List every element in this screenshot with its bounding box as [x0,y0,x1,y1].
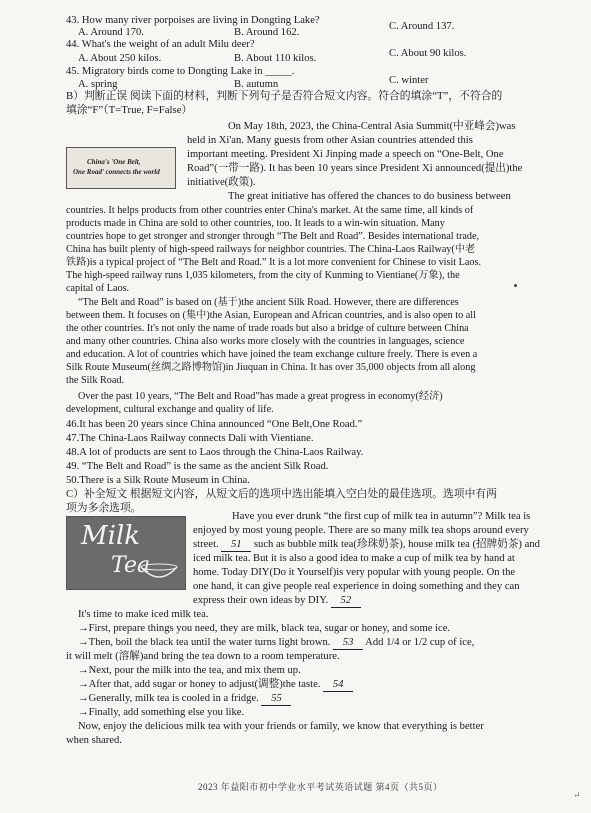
q45-option-b: B. autumn [234,79,279,90]
p1-line-4: Road”(一带一路). It has been 10 years since President Xi announced(提出)the [187,163,523,174]
milk-tea-image-text-tea: Tea [111,553,151,578]
closing-line-1: Now, enjoy the delicious milk tea with your friends or family, we know that everything is better [78,721,484,732]
blank-52: 52 [331,594,361,608]
p2-line-3: products made in China are sold to other countries, too. It leads to a win-win situation. Many [66,218,445,229]
step-finally: →Finally, add something else you like. [78,707,245,718]
p3-line-2: between them. It focuses on (集中)the Asian, European and African countries, and is also open to all [66,310,476,321]
q45-end: . [291,66,295,77]
q45-question: 45. Migratory birds come to Dongting Lake in [66,66,263,77]
c-intro-line-6: one hand, it can give people real experience in doing something and they can [193,581,520,592]
blank-53: 53 [333,636,363,650]
step-after-that [78,678,353,692]
blank-55: 55 [261,692,291,706]
section-c-heading-2: 项为多余选项。 [66,502,142,514]
image-caption-line-2: One Road' connects the world [73,168,160,176]
p4-line-2: development, cultural exchange and quality of life. [66,404,274,415]
c-intro-line-7 [193,594,361,608]
step-generally-text: →Generally, milk tea is cooled in a fridge. [78,693,259,704]
section-c-heading-1: C）补全短文 根据短文内容，从短文后的选项中选出能填入空白处的最佳选项。选项中有两 [66,488,497,500]
milk-tea-image [66,516,186,590]
section-b-heading-1: B）判断正误 阅读下面的材料，判断下列句子是否符合短文内容。符合的填涂“T”，不符合的 [66,90,503,102]
c-intro-line-3 [193,538,540,552]
c-intro-line-3-text: such as bubble milk tea(珍珠奶茶), house milk tea (招牌奶茶) and [253,539,540,550]
p1-line-5: initiative(政策). [187,177,256,188]
closing-line-2: when shared. [66,735,122,746]
statement-50: 50.There is a Silk Route Museum in China. [66,475,250,486]
blank-54: 54 [323,678,353,692]
p2-line-5: China has built plenty of high-speed railways for neighbor countries. The China-Laos Railway(中老 [66,244,476,255]
statement-47: 47.The China-Laos Railway connects Dali with Vientiane. [66,433,314,444]
step-after-that-text: →After that, add sugar or honey to adjust(调整)the taste. [78,679,321,690]
step-then-text: →Then, boil the black tea until the water turns light brown. [78,637,331,648]
c-intro-line-7-text: express their own ideas by DIY. [193,595,329,606]
street-word: street. [193,539,219,550]
paragraph-end-mark: ↵ [573,790,581,800]
q45-blank: _____ [265,66,292,77]
p2-line-4: countries hope to get stronger and stronger through “The Belt and Road”. Besides international trade, [66,231,480,242]
milk-tea-image-text-milk: Milk [81,521,141,551]
p2-line-6: 铁路)is a typical project of “The Belt and Road.” It is a lot more convenient for Chinese to visit Laos. [66,257,482,268]
step-next: →Next, pour the milk into the tea, and mix them up. [78,665,301,676]
p4-line-1: Over the past 10 years, “The Belt and Road”has made a great progress in economy(经济) [78,391,443,402]
p1-line-1: On May 18th, 2023, the China-Central Asia Summit(中亚峰会)was [228,121,516,132]
step-first: →First, prepare things you need, they are milk, black tea, sugar or honey, and some ice. [78,623,451,634]
c-intro-line-4: iced milk tea. But it is also a good idea to make a cup of milk tea by hand at [193,553,515,564]
page-footer: 2023 年益阳市初中学业水平考试英语试题 第4页（共5页） [198,782,443,792]
p2-line-1: The great initiative has offered the chances to do business between [228,191,511,202]
p3-line-1: “The Belt and Road” is based on (基于)the ancient Silk Road. However, there are differences [78,297,459,308]
blank-51: 51 [221,538,251,552]
p3-line-4: and many other countries. China also works more closely with the countries in languages, science [66,336,465,347]
q44-option-a: A. About 250 kilos. [78,53,162,64]
p3-line-3: the other countries. It's not only the name of trade roads but also a bridge of culture between China [66,323,469,334]
p2-line-7: The high-speed railway runs 1,035 kilometers, from the city of Kunming to Vientiane(万象), the [66,270,460,281]
q44-option-c: C. About 90 kilos. [389,48,467,59]
statement-49: 49. “The Belt and Road” is the same as the ancient Silk Road. [66,461,329,472]
step-then-continued: it will melt (溶解)and bring the tea down to a room temperature. [66,651,340,662]
section-b-heading-2: 填涂“F”（T=True, F=False） [66,104,193,116]
p3-line-5: and education. A lot of countries which have joined the team exchange culture freely. There is even a [66,349,478,360]
belt-road-image [66,147,176,189]
p2-line-8: capital of Laos. [66,283,130,294]
make-iced-tea-line: It's time to make iced milk tea. [78,609,209,620]
stray-dot [514,284,517,287]
p3-line-7: the Silk Road. [66,375,125,386]
c-intro-line-1: Have you ever drunk “the first cup of milk tea in autumn”? Milk tea is [232,511,531,522]
q43-option-b: B. Around 162. [234,27,300,38]
step-then [78,636,474,650]
q44-text: 44. What's the weight of an adult Milu deer? [66,39,255,50]
step-then-text-2: Add 1/4 or 1/2 cup of ice, [365,637,475,648]
step-generally [78,692,291,706]
statement-48: 48.A lot of products are sent to Laos through the China-Laos Railway. [66,447,364,458]
q43-option-a: A. Around 170. [78,27,144,38]
c-intro-line-5: home. Today DIY(Do it Yourself)is very popular with young people. On the [193,567,516,578]
p2-line-2: countries. It helps products from other countries enter China's market. At the same time, all kinds of [66,205,474,216]
q45-option-a: A. spring [78,79,118,90]
q45-option-c: C. winter [389,75,429,86]
q43-option-c: C. Around 137. [389,21,455,32]
teacup-icon [137,557,181,585]
c-intro-line-2: enjoyed by most young people. There are so many milk tea shops around every [193,525,529,536]
p1-line-3: important meeting. President Xi Jinping made a speech on “One-Belt, One [187,149,504,160]
statement-46: 46.It has been 20 years since China announced “One Belt,One Road.” [66,419,363,430]
image-caption-line-1: China's 'One Belt, [87,158,141,166]
q44-option-b: B. About 110 kilos. [234,53,317,64]
q43-text: 43. How many river porpoises are living in Dongting Lake? [66,15,320,26]
p1-line-2: held in Xi'an. Many guests from other Asian countries attended this [187,135,473,146]
p3-line-6: Silk Route Museum(丝绸之路博物馆)in Jiuquan in China. It has over 35,000 objects from all along [66,362,476,373]
q45-text [66,65,294,78]
